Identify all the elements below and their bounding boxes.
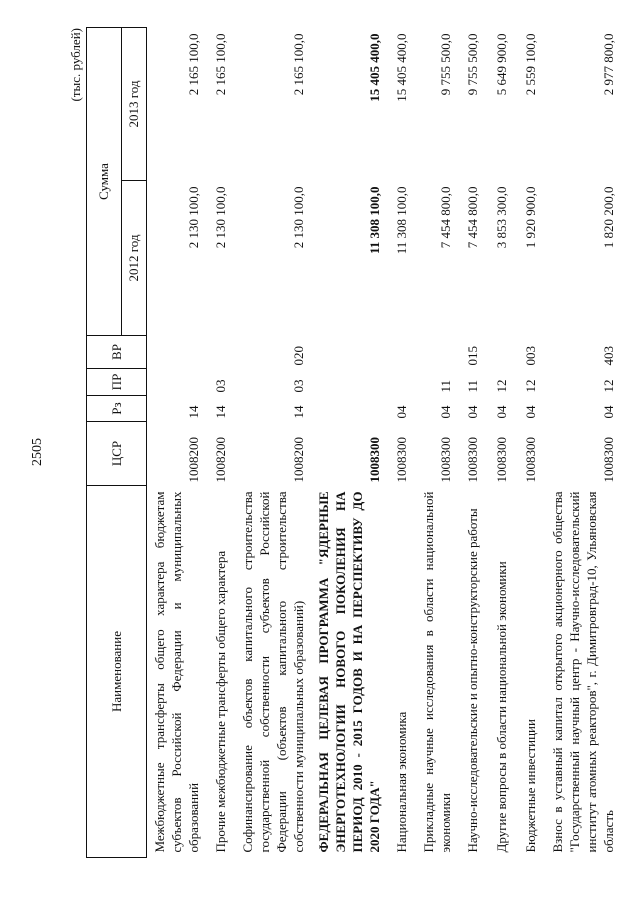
header-sum: Сумма [87,28,122,336]
row-sum-2013: 2 165 100,0 [291,33,306,96]
budget-table [86,27,621,858]
row-name: Научно-исследовательские и опытно-конструкторские работы [465,508,480,853]
row-csr: 1008200 [291,437,306,483]
row-sum-2013: 5 649 900,0 [494,33,509,96]
row-vr [487,336,516,369]
row-pr: 03 [291,379,306,393]
row-pr: 11 [465,379,480,393]
row-rz: 04 [465,405,480,419]
row-csr: 1008300 [523,437,538,483]
page-number: 2505 [30,438,45,466]
table-row [147,28,207,858]
row-sum-2012: 2 130 100,0 [186,186,201,249]
table-row [235,28,311,858]
row-pr [387,369,416,396]
table-row [387,28,416,858]
row-csr: 1008300 [494,437,509,483]
row-rz: 04 [494,405,509,419]
row-sum-2012: 3 853 300,0 [494,186,509,249]
header-vr: ВР [87,336,147,369]
row-rz: 04 [438,405,453,419]
row-pr: 03 [213,379,228,393]
row-csr: 1008300 [601,437,616,483]
row-rz: 14 [186,405,201,419]
table-row [487,28,516,858]
header-year-2013: 2013 год [122,28,147,181]
row-rz: 04 [394,405,409,419]
header-pr: ПР [87,369,147,396]
row-pr: 12 [601,379,616,393]
header-name: Наименование [87,486,147,858]
row-rz: 04 [601,405,616,419]
row-sum-2012: 11 308 100,0 [367,186,382,255]
row-sum-2013: 2 559 100,0 [523,33,538,96]
table-row [516,28,545,858]
row-vr [416,336,458,369]
row-rz: 04 [523,405,538,419]
units-note: (тыс. рублей) [68,28,83,102]
header-year-2012: 2012 год [122,181,147,336]
table-row [206,28,235,858]
row-sum-2013: 2 165 100,0 [186,33,201,96]
table-row [416,28,458,858]
row-rz [311,396,387,422]
row-sum-2013: 9 755 500,0 [438,33,453,96]
row-name: ФЕДЕРАЛЬНАЯ ЦЕЛЕВАЯ ПРОГРАММА "ЯДЕРНЫЕ ЭНЕРГОТЕХНОЛОГИИ НОВОГО ПОКОЛЕНИЯ НА ПЕРИОД 2010 - 2015 ГОДОВ И НА ПЕРСПЕКТИВУ ДО 2020 ГОДА" [316,491,382,853]
row-sum-2012: 11 308 100,0 [394,186,409,255]
row-name: Национальная экономика [394,711,409,853]
row-sum-2012: 1 820 200,0 [601,186,616,249]
row-vr: 003 [523,346,538,366]
row-vr [311,336,387,369]
row-vr: 403 [601,346,616,366]
row-sum-2013: 9 755 500,0 [465,33,480,96]
row-name: Прочие межбюджетные трансферты общего характера [213,550,228,853]
row-name: Взнос в уставный капитал открытого акционерного общества "Государственный научный центр - Научно-исследовательский институт атомных реакторов", г. Димитровград-10, Ульяновская область [550,491,616,853]
table-row-program [311,28,387,858]
row-vr: 020 [291,346,306,366]
row-csr: 1008300 [465,437,480,483]
row-sum-2012: 1 920 900,0 [523,186,538,249]
header-rz: Рз [87,396,147,422]
row-csr: 1008300 [394,437,409,483]
row-sum-2013: 2 165 100,0 [213,33,228,96]
row-sum-2012: 7 454 800,0 [465,186,480,249]
row-name: Прикладные научные исследования в области национальной экономики [421,491,453,853]
row-vr: 015 [465,346,480,366]
row-vr [147,336,207,369]
header-csr: ЦСР [87,422,147,486]
row-pr: 12 [523,379,538,393]
row-pr: 11 [438,379,453,393]
row-name: Бюджетные инвестиции [523,719,538,853]
row-csr: 1008200 [213,437,228,483]
row-sum-2013: 2 977 800,0 [601,33,616,96]
row-sum-2013: 15 405 400,0 [367,33,382,102]
table-row [545,28,621,858]
row-sum-2012: 2 130 100,0 [213,186,228,249]
row-vr [387,336,416,369]
table-row [458,28,487,858]
row-sum-2012: 2 130 100,0 [291,186,306,249]
rotated-document [64,18,616,878]
row-sum-2013: 15 405 400,0 [394,33,409,102]
row-pr: 12 [494,379,509,393]
row-csr: 1008200 [186,437,201,483]
row-rz: 14 [291,405,306,419]
row-sum-2012: 7 454 800,0 [438,186,453,249]
row-csr: 1008300 [367,437,382,483]
row-pr [311,369,387,396]
row-rz: 14 [213,405,228,419]
row-name: Другие вопросы в области национальной экономики [494,561,509,853]
row-name: Софинансирование объектов капитального строительства государственной собственности субъектов Российской Федерации (объектов капитального строительства собственности муниципальных образований) [240,491,306,853]
row-name: Межбюджетные трансферты общего характера бюджетам субъектов Российской Федерации и муниципальных образований [152,491,201,853]
row-csr: 1008300 [438,437,453,483]
row-pr [147,369,207,396]
row-vr [206,336,235,369]
